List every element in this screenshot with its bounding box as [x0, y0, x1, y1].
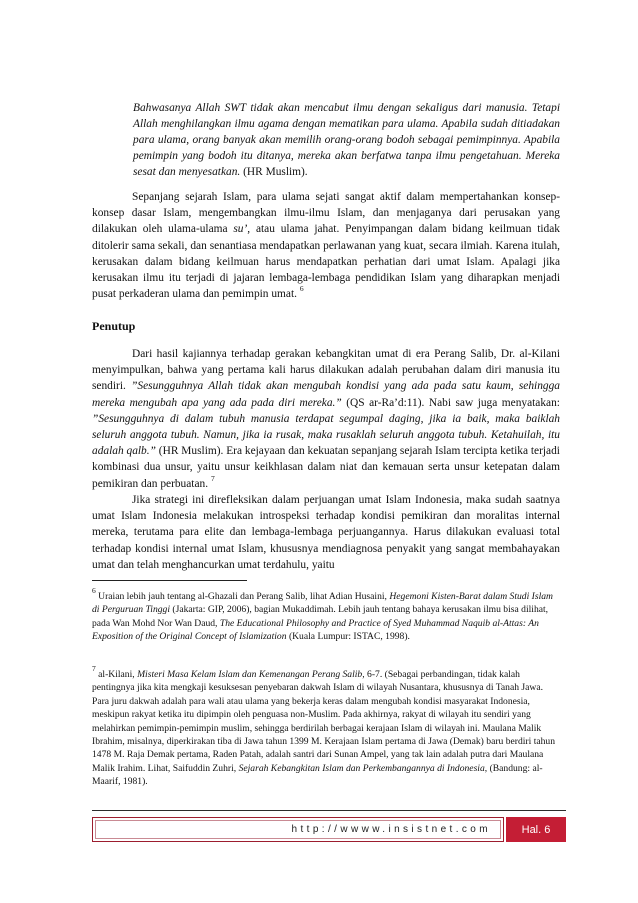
section-heading-penutup: Penutup — [92, 319, 136, 333]
paragraph-strategi: Jika strategi ini direfleksikan dalam perjuangan umat Islam Indonesia, maka sudah saatnya umat Islam Indonesia melakukan introspeksi terhadap kondisi pemikiran dan moralitas internal mereka, terutama para elite dan lembaga-lembaga perjuangannya. Harus dilakukan evaluasi total terhadap kondisi internal umat Islam, khususnya mendiagnosa penyakit yang sangat membahayakan umat dan telah menghancurkan umat terdahulu, yaitu — [92, 494, 560, 571]
footnote-ref-6[interactable]: 6 — [299, 284, 304, 294]
paragraph-penutup: Dari hasil kajiannya terhadap gerakan kebangkitan umat di era Perang Salib, Dr. al-Kilani menyimpulkan, bahwa yang pertama kali harus dilakukan adalah perubahan dalam diri manusia itu sendiri. ”Sesungguhnya Allah tidak akan mengubah kondisi yang ada pada satu kaum, sehingga mereka mengubah apa yang ada pada diri mereka.” (QS ar-Ra’d:11). Nabi saw juga menyatakan: ”Sesungguhnya di dalam tubuh manusia terdapat segumpal daging, jika ia baik, maka baiklah seluruh anggota tubuh. Namun, jika ia rusak, maka rusaklah seluruh anggota tubuh. Ketahuilah, itu adalah qalb.” (HR Muslim). Era kejayaan dan kekuatan sepanjang sejarah Islam tercipta ketika terjadi kombinasi dua unsur, yaitu unsur keikhlasan dalam niat dan kemauan serta unsur ketepatan dalam pemikiran dan perbuatan. $^7$ — [92, 348, 560, 490]
hadith-quote-text: Bahwasanya Allah SWT tidak akan mencabut ilmu dengan sekaligus dari manusia. Tetapi Allah menghilangkan ilmu agama dengan mematikan para ulama. Apabila sudah ditiadakan para ulama, orang banyak akan memilih orang-orang bodoh sebagai pemimpinnya. Apabila pemimpin yang bodoh itu ditanya, mereka akan berfatwa tanpa ilmu pengetahuan. Mereka sesat dan menyesatkan. — [133, 102, 560, 178]
page-footer — [92, 817, 566, 842]
hadith-quote-source: (HR Muslim). — [243, 166, 308, 178]
footer-url-link[interactable]: http://wwww.insistnet.com — [92, 817, 504, 842]
page-number-badge: Hal. 6 — [506, 817, 566, 842]
paragraph-ulama: Sepanjang sejarah Islam, para ulama sejati sangat aktif dalam mempertahankan konsep-konsep dasar Islam, mengembangkan ilmu-ilmu Islam, dan menjaganya dari perusakan yang dilakukan oleh ulama-ulama su’, atau ulama jahat. Penyimpangan dalam bidang keilmuan tidak ditolerir sama sekali, dan senantiasa mendapatkan perlawanan yang kuat, secara ilmiah. Karena itulah, kerusakan dalam bidang keilmuan harus mendapatkan perhatian dari umat Islam. Apalagi jika kerusakan ilmu itu terjadi di jajaran lembaga-lembaga pendidikan Islam yang diharapkan menjadi pusat perkaderan ulama dan pemimpin umat. $^6$ — [92, 191, 560, 301]
footer-divider — [92, 810, 566, 811]
footnote-6: $^6$ Uraian lebih jauh tentang al-Ghazali dan Perang Salib, lihat Adian Husaini, Hegemoni Kisten-Barat dalam Studi Islam di Perguruan Tinggi (Jakarta: GIP, 2006), bagian Mukaddimah. Lebih jauh tentang bahaya kerusakan ilmu bisa dilihat, pada Wan Mohd Nor Wan Daud, The Educational Philosophy and Practice of Syed Muhammad Naquib al-Attas: An Exposition of the Original Concept of Islamization (Kuala Lumpur: ISTAC, 1998). — [92, 586, 553, 643]
footnote-divider — [92, 580, 247, 581]
hadith-quote — [133, 100, 560, 180]
footnote-ref-7[interactable]: 7 — [210, 473, 215, 483]
footnote-7: $^7$ al-Kilani, Misteri Masa Kelam Islam dan Kemenangan Perang Salib, 6-7. (Sebagai perbandingan, tidak kalah pentingnya jika kita mengkaji kesuksesan penyebaran dakwah Islam di wilayah Nusantara, khususnya di Tanah Jawa. Para juru dakwah adalah para wali atau ulama yang bekerja keras dalam mengubah kondisi masyarakat Indonesia, meskipun rakyat ketika itu dipimpin oleh penguasa non-Muslim. Pada akhirnya, rakyat di wilayah itu sendiri yang melahirkan pemimpin-pemimpin muslim, sehingga berdirilah berbagai kerajaan Islam di wilayah ini. Maulana Malik Ibrahim, misalnya, diperkirakan tiba di Jawa tahun 1399 M. Kerajaan Islam pertama di Jawa (Demak) baru berdiri tahun 1478 M. Raja Demak pertama, Raden Patah, adalah santri dari Sunan Ampel, yang tak lain adalah putra dari Maulana Malik Irahim. Lihat, Saifuddin Zuhri, Sejarah Kebangkitan Islam dan Perkembangannya di Indonesia, (Bandung: al-Maarif, 1981). — [92, 664, 556, 788]
